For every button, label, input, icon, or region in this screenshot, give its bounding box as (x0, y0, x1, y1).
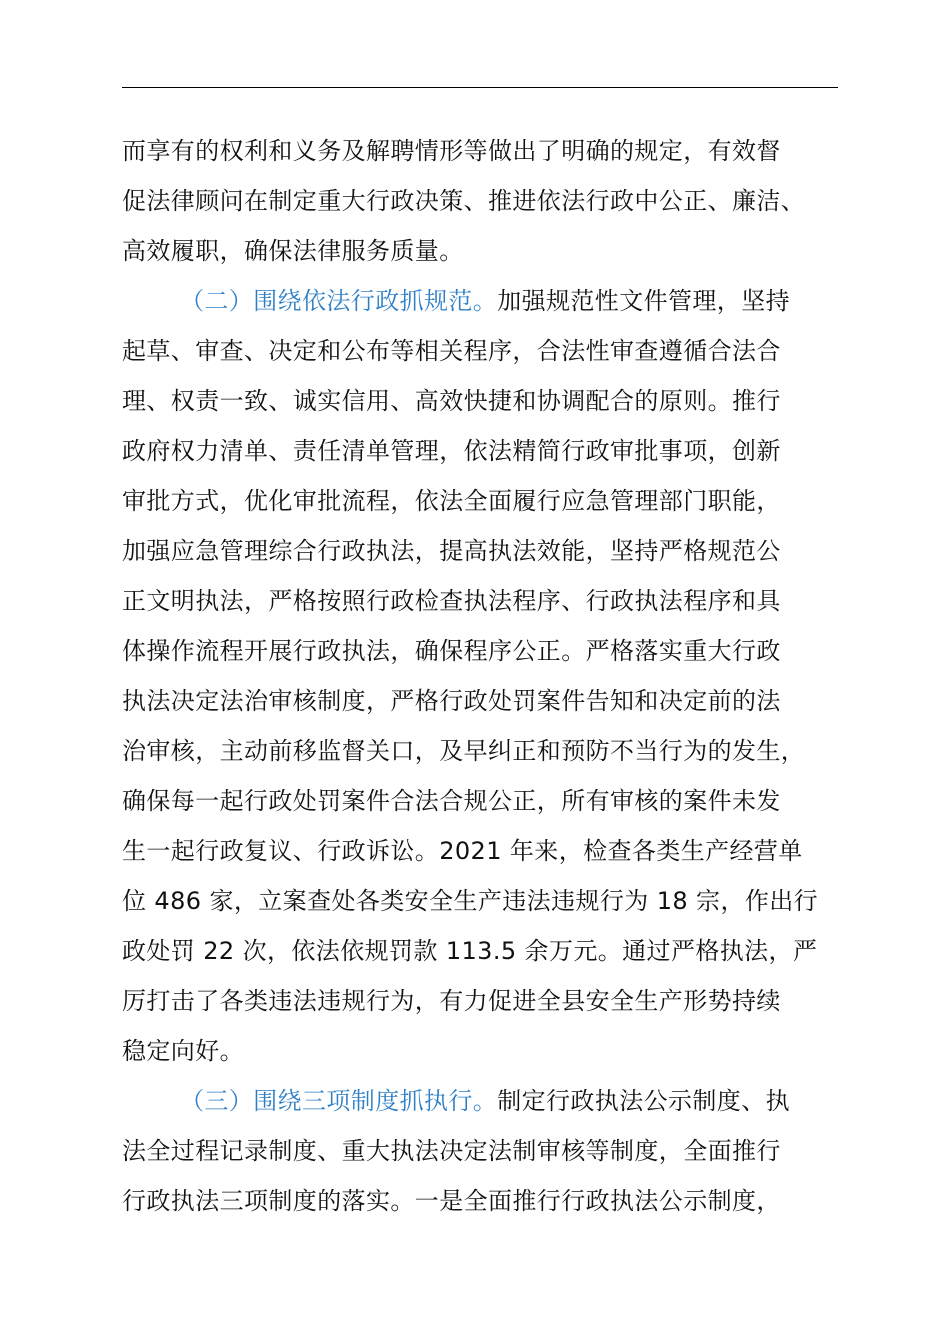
paragraph-3-first-line-text: 制定行政执法公示制度、执 (497, 1087, 791, 1115)
paragraph-1 (122, 126, 862, 276)
paragraph-2-line: 执法决定法治审核制度，严格行政处罚案件告知和决定前的法 (122, 687, 781, 715)
paragraph-2-line: 厉打击了各类违法违规行为，有力促进全县安全生产形势持续 (122, 987, 781, 1015)
paragraph-3-first-line (122, 1076, 862, 1126)
paragraph-2-line: 理、权责一致、诚实信用、高效快捷和协调配合的原则。推行 (122, 387, 781, 415)
paragraph-2-first-line-text: 加强规范性文件管理，坚持 (497, 287, 791, 315)
paragraph-1-line: 促法律顾问在制定重大行政决策、推进依法行政中公正、廉洁、 (122, 187, 806, 215)
paragraph-2-first-line (122, 276, 862, 326)
paragraph-2-line: 起草、审查、决定和公布等相关程序，合法性审查遵循合法合 (122, 337, 781, 365)
paragraph-2 (122, 276, 862, 1076)
paragraph-1-line: 而享有的权利和义务及解聘情形等做出了明确的规定，有效督 (122, 137, 781, 165)
paragraph-3 (122, 1076, 862, 1226)
paragraph-2-line: 稳定向好。 (122, 1037, 244, 1065)
paragraph-1-line: 高效履职，确保法律服务质量。 (122, 237, 464, 265)
paragraph-2-line: 政府权力清单、责任清单管理，依法精简行政审批事项，创新 (122, 437, 781, 465)
header-rule (122, 87, 838, 88)
paragraph-2-line: 生一起行政复议、行政诉讼。2021 年来，检查各类生产经营单 (122, 837, 803, 865)
paragraph-2-line: 正文明执法，严格按照行政检查执法程序、行政执法程序和具 (122, 587, 781, 615)
paragraph-2-line: 位 486 家，立案查处各类安全生产违法违规行为 18 宗，作出行 (122, 887, 819, 915)
document-body (122, 126, 862, 1226)
paragraph-2-line: 确保每一起行政处罚案件合法合规公正，所有审核的案件未发 (122, 787, 781, 815)
paragraph-2-line: 政处罚 22 次，依法依规罚款 113.5 余万元。通过严格执法，严 (122, 937, 818, 965)
section-heading-3: （三）围绕三项制度抓执行。 (180, 1087, 498, 1115)
paragraph-2-line: 治审核，主动前移监督关口，及早纠正和预防不当行为的发生， (122, 737, 806, 765)
paragraph-2-line: 审批方式，优化审批流程，依法全面履行应急管理部门职能， (122, 487, 781, 515)
paragraph-3-line: 法全过程记录制度、重大执法决定法制审核等制度，全面推行 (122, 1137, 781, 1165)
paragraph-3-line: 行政执法三项制度的落实。一是全面推行行政执法公示制度， (122, 1187, 781, 1215)
paragraph-2-line: 加强应急管理综合行政执法，提高执法效能，坚持严格规范公 (122, 537, 781, 565)
paragraph-2-line: 体操作流程开展行政执法，确保程序公正。严格落实重大行政 (122, 637, 781, 665)
section-heading-2: （二）围绕依法行政抓规范。 (180, 287, 498, 315)
